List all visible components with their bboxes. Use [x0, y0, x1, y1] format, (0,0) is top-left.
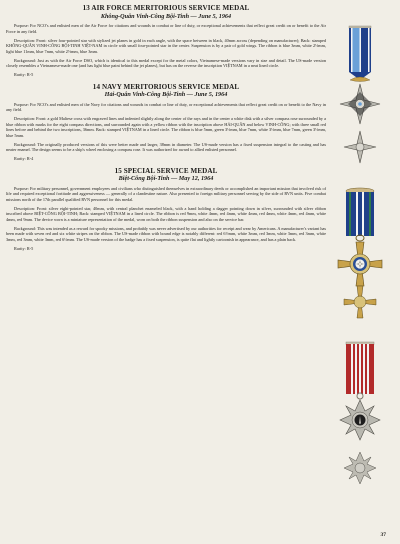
page-number: 37 — [380, 532, 386, 538]
paragraph-purpose: Purpose: For military personnel, government employees and civilians who distinguished themselves in extraordinary deeds or accomplished an important mission that involved risk of life and required exceptional fortitude and aggressiveness — generally of a clandestine nature. Also presented to foreign military personnel serving by the side of RVN units. Five combat missions north of the 17th parallel qualified RVN personnel for this medal. — [6, 185, 326, 202]
paragraph-description: Description: Front: silver four-pointed star with stylized jet planes in gold in each angle, with the space between in black, 40mm across (depending on manufacturer); Back: stamped KHÔNG-QUÂN VINH-CÔNG BỘI-TINH VIỆT-NAM in circle with small four-pointed star in the center. Suspension is by a pair of gold wings. The ribbon is blue 3mm, white 2½mm, light blue 11mm, blue 7mm, white 2½mm, blue 3mm. — [6, 37, 326, 54]
section-subtitle: Biệt-Công Bội-Tinh — May 12, 1964 — [118, 175, 214, 183]
paragraph-purpose: Purpose: For NCO's and enlisted men of the Navy for citations and wounds in combat or line of duty, or exceptional achievements that reflect great credit on or benefit to the Navy in any field. — [6, 101, 326, 113]
section-subtitle: Không-Quân Vinh-Công Bội-Tinh — June 5, 1964 — [100, 12, 232, 20]
paragraph-background: Background: This was intended as a reward for spooky missions, and probably was never advertised by our authorities for receipt and wear by Americans. A manufacturer's variant has been made with seven red and six white stripes on the ribbon. The US-made ribbon with bound edge is notably different: red 6½mm, white 3mm, red 3mm, white 3mm, red 3mm, white 3mm, red 3mm, white 3mm, red 6½mm. The US-made version of the badge has a fixed suspension, is quite flat and lightly cartoonish in appearance, and has a plain back. — [6, 225, 326, 242]
section-title: 15 SPECIAL SERVICE MEDAL — [114, 166, 218, 175]
paragraph-purpose: Purpose: For NCO's and enlisted men of the Air Force for citations and wounds in combat or line of duty, or exceptional achievements that reflect great credit on or benefit to the Air Force in any field. — [6, 23, 326, 34]
section-special-service-medal — [6, 167, 326, 252]
paragraph-background: Background: The originally produced versions of this were better made and larger, 38mm in diameter. The US-made version has a fixed suspension integral to the casting and has neater enamel. The design seems to be a ship's wheel enclosing a compass rose. It was authorized for award to allied enlisted personnel. — [6, 141, 326, 153]
special-service-medal-reverse-image — [340, 446, 380, 496]
rarity: Rarity: R-5 — [14, 245, 34, 251]
section-title: 14 NAVY MERITORIOUS SERVICE MEDAL — [92, 82, 240, 91]
rarity: Rarity: R-4 — [14, 156, 34, 161]
paragraph-description: Description: Front: silver eight-pointed star, 40mm, with central planchet enameled black, with a hand holding a dagger pointing down in silver, surrounded with silver ribbon inscribed above BIỆT-CÔNG BỘI-TINH; Back: stamped VIỆTNAM in a lined circle. The ribbon is red 9mm, white 4mm, red 4mm, white 4mm, red 4mm, white 4mm, red 4mm, white 4mm, red 9mm. The device worn is a miniature representation of the medal, worn on both the ribbon suspension and also on the service bar. — [6, 205, 326, 222]
section-title: 13 AIR FORCE MERITORIOUS SERVICE MEDAL — [82, 4, 250, 12]
paragraph-description: Description: Front: a gold Maltese cross with engraved lines and indented slightly along the center of the rays and in the center a white disk with a silver compass rose surrounded by a blue ribbon with marks for the eight compass directions, and surrounded again with a yellow ribbon with the inscription above HẢI-QUÂN and below VINH-CÔNG; with three small red lines before and behind the two inscriptions, 36mm. Back: stamped VIỆTNAM in a lined circle. The ribbon is blue 5mm, green 3½mm, blue 7mm, white 3½mm, blue 7mm, green 3½mm, blue 5mm. — [6, 116, 326, 138]
paragraph-background: Background: Just as with the Air Force DSO, which is identical to this medal except for the metal colors, Vietnamese-made versions vary in size and detail. The US-made version closely resembles a Vietnamese-made one (and has light blue paint behind the jet planes), but has on the reverse the inscription VIỆTNAM in a neat lined circle. — [6, 57, 326, 69]
navy-medal-reverse-image — [340, 280, 380, 330]
rarity: Rarity: R-5 — [14, 71, 34, 77]
section-navy-medal — [6, 83, 326, 162]
section-subtitle: Hải-Quân Vinh-Công Bội-Tinh — June 5, 1964 — [104, 91, 228, 99]
section-air-force-medal — [6, 4, 326, 78]
text-column — [6, 4, 326, 256]
air-force-medal-image — [335, 22, 385, 172]
